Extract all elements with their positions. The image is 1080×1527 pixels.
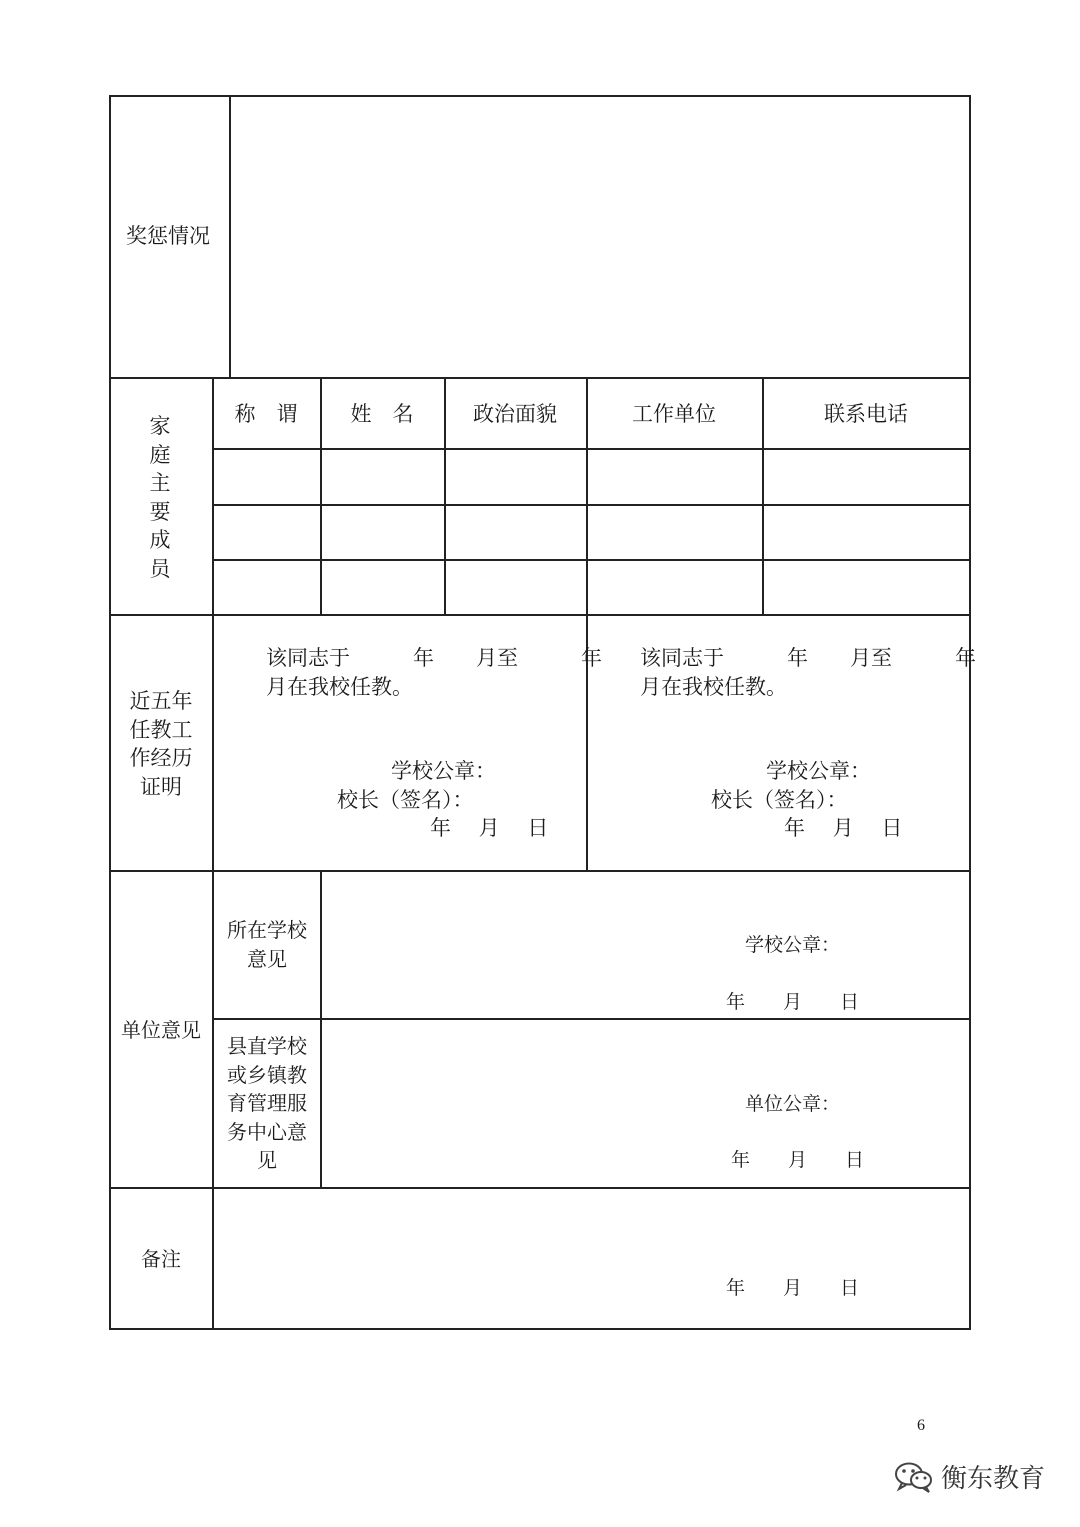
teaching-right-line1: 该同志于 年 月至 年 [640, 646, 976, 670]
divider-awards-family [109, 377, 971, 379]
school-opinion-label: 所在学校 意见 [227, 918, 307, 971]
school-opinion-seal: 学校公章： [745, 934, 841, 956]
wechat-icon [893, 1460, 935, 1494]
teaching-left-line1: 该同志于 年 月至 年 [266, 646, 602, 670]
family-row-line-3 [212, 559, 971, 561]
divider-teaching-unit [109, 870, 971, 872]
remarks-label: 备注 [141, 1247, 181, 1271]
teaching-left-principal: 校长（签名）： [337, 788, 474, 812]
county-opinion-label: 县直学校 或乡镇教 育管理服 务中心意 见 [227, 1034, 307, 1172]
table-border-right [969, 95, 971, 1330]
unit-sublabel-line [320, 870, 322, 1188]
teaching-right-seal: 学校公章： [766, 759, 871, 783]
family-header-relation: 称 谓 [234, 402, 298, 426]
watermark-text: 衡东教育 [941, 1464, 1046, 1494]
table-border-left [109, 95, 111, 1330]
teaching-left-seal: 学校公章： [391, 759, 496, 783]
family-header-phone: 联系电话 [824, 402, 908, 426]
teaching-left-line2: 月在我校任教。 [266, 675, 413, 699]
teaching-label: 近五年 任教工 作经历 证明 [129, 689, 193, 799]
table-border-bottom [109, 1328, 971, 1330]
teaching-left-date: 年 月 日 [430, 816, 549, 840]
remarks-date: 年 月 日 [726, 1277, 860, 1299]
school-opinion-date: 年 月 日 [726, 991, 860, 1013]
family-header-political-status: 政治面貌 [473, 402, 557, 426]
teaching-right-principal: 校长（签名）： [711, 788, 848, 812]
unit-opinion-label: 单位意见 [121, 1018, 201, 1042]
family-row-line-1 [212, 448, 971, 450]
county-opinion-date: 年 月 日 [731, 1149, 865, 1171]
county-opinion-seal: 单位公章： [745, 1093, 841, 1115]
page-number: 6 [917, 1417, 925, 1434]
divider-family-teaching [109, 614, 971, 616]
family-header-work-unit: 工作单位 [632, 402, 716, 426]
divider-unit-remarks [109, 1187, 971, 1189]
watermark [893, 1458, 1045, 1495]
family-label: 家 庭 主 要 成 员 [149, 414, 171, 581]
family-row-line-2 [212, 504, 971, 506]
teaching-right-line2: 月在我校任教。 [640, 675, 787, 699]
divider-label-column [212, 377, 214, 1329]
family-header-name: 姓 名 [350, 402, 414, 426]
teaching-right-date: 年 月 日 [784, 816, 903, 840]
unit-subrow-line [212, 1018, 971, 1020]
divider-awards-label [229, 95, 231, 378]
table-border-top [109, 95, 971, 97]
awards-label: 奖惩情况 [126, 224, 210, 248]
